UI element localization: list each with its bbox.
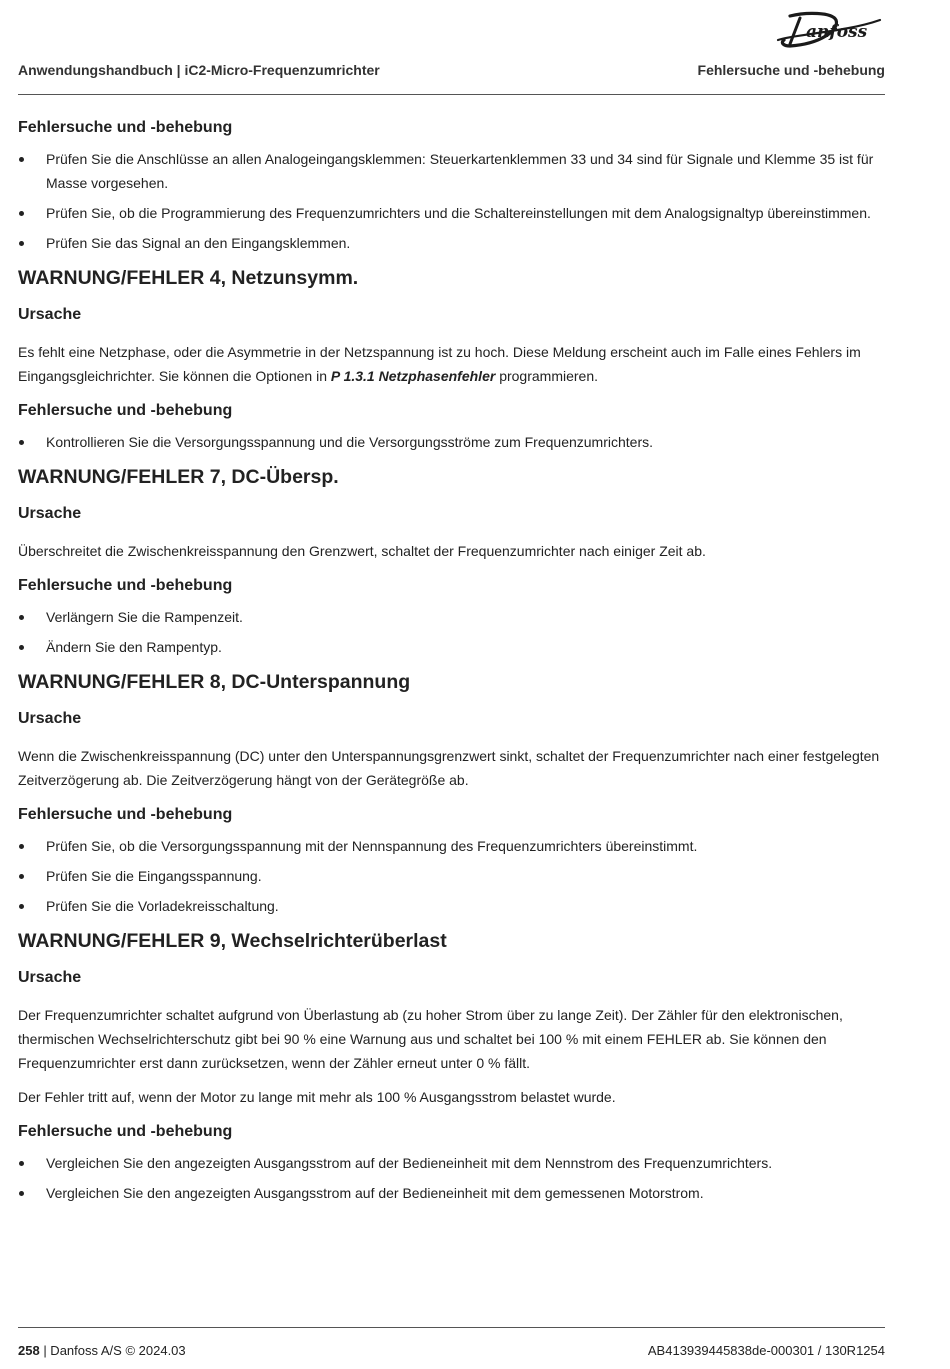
list-item: Ändern Sie den Rampentyp.: [18, 635, 885, 659]
footer-copyright: | Danfoss A/S © 2024.03: [39, 1343, 186, 1358]
cause-text-part: programmieren.: [495, 368, 599, 384]
cause-text: Überschreitet die Zwischenkreisspannung den Grenzwert, schaltet der Frequenzumrichter nach einiger Zeit ab.: [18, 543, 706, 559]
bullet-list: [18, 1151, 885, 1205]
page-number: 258: [18, 1343, 40, 1358]
troubleshooting-heading: Fehlersuche und -behebung: [18, 806, 233, 823]
cause-heading: Ursache: [18, 969, 82, 986]
page-content: [18, 118, 885, 1205]
warning-4-title: WARNUNG/FEHLER 4, Netzunsymm.: [18, 267, 359, 289]
bullet-list: [18, 834, 885, 918]
page-footer: [18, 1343, 885, 1361]
list-item: Vergleichen Sie den angezeigten Ausgangsstrom auf der Bedieneinheit mit dem Nennstrom des Frequenzumrichters.: [18, 1151, 885, 1175]
bullet-list: [18, 430, 885, 454]
troubleshooting-heading: Fehlersuche und -behebung: [18, 577, 233, 594]
list-item: Prüfen Sie die Anschlüsse an allen Analogeingangsklemmen: Steuerkartenklemmen 33 und 34 sind für Signale und Klemme 35 ist für Masse vorgesehen.: [18, 147, 885, 195]
warning-7-title: WARNUNG/FEHLER 7, DC-Übersp.: [18, 466, 339, 488]
troubleshooting-heading: Fehlersuche und -behebung: [18, 1123, 233, 1140]
warning-8-title: WARNUNG/FEHLER 8, DC-Unterspannung: [18, 671, 411, 693]
page-header: [18, 62, 885, 82]
cause-heading: Ursache: [18, 710, 82, 727]
danfoss-logo: [776, 10, 884, 50]
document-id: AB413939445838de-000301 / 130R1254: [647, 1343, 885, 1358]
list-item: Verlängern Sie die Rampenzeit.: [18, 605, 885, 629]
cause-text: [18, 340, 885, 388]
header-divider: [18, 94, 885, 95]
bullet-list: [18, 147, 885, 255]
cause-text-part: Es fehlt eine Netzphase, oder die Asymmetrie in der Netzspannung ist zu hoch. Diese Meldung erscheint auch im Falle eines Fehlers im Eingangsgleichrichter. Sie können die Optionen in: [18, 344, 861, 384]
svg-text:anfoss: anfoss: [806, 22, 868, 42]
bullet-list: [18, 605, 885, 659]
header-chapter-title: Fehlersuche und -behebung: [697, 62, 885, 78]
troubleshooting-heading: Fehlersuche und -behebung: [18, 119, 233, 136]
cause-text: Der Frequenzumrichter schaltet aufgrund von Überlastung ab (zu hoher Strom über zu lange Zeit). Der Zähler für den elektronischen, thermischen Wechselrichterschutz gibt bei 90 % eine Warnung aus und schaltet bei 100 % mit einem FEHLER ab. Sie können den Frequenzumrichter erst dann zurücksetzen, wenn der Zähler erneut unter 0 % fällt.: [18, 1007, 843, 1071]
header-document-title: Anwendungshandbuch | iC2-Micro-Frequenzumrichter: [18, 62, 380, 78]
footer-divider: [18, 1327, 885, 1328]
list-item: Kontrollieren Sie die Versorgungsspannung und die Versorgungsströme zum Frequenzumrichters.: [18, 430, 885, 454]
list-item: Prüfen Sie, ob die Versorgungsspannung mit der Nennspannung des Frequenzumrichters übereinstimmt.: [18, 834, 885, 858]
list-item: Prüfen Sie das Signal an den Eingangsklemmen.: [18, 231, 885, 255]
warning-9-title: WARNUNG/FEHLER 9, Wechselrichterüberlast: [18, 930, 447, 952]
cause-heading: Ursache: [18, 505, 82, 522]
cause-heading: Ursache: [18, 306, 82, 323]
parameter-reference: P 1.3.1 Netzphasenfehler: [330, 368, 496, 384]
list-item: Vergleichen Sie den angezeigten Ausgangsstrom auf der Bedieneinheit mit dem gemessenen Motorstrom.: [18, 1181, 885, 1205]
cause-text: Der Fehler tritt auf, wenn der Motor zu lange mit mehr als 100 % Ausgangsstrom belastet wurde.: [18, 1089, 616, 1105]
cause-text: Wenn die Zwischenkreisspannung (DC) unter den Unterspannungsgrenzwert sinkt, schaltet der Frequenzumrichter nach einer festgelegten Zeitverzögerung ab. Die Zeitverzögerung hängt von der Gerätegröße ab.: [18, 748, 880, 788]
troubleshooting-heading: Fehlersuche und -behebung: [18, 402, 233, 419]
list-item: Prüfen Sie die Vorladekreisschaltung.: [18, 894, 885, 918]
footer-left: [18, 1343, 186, 1358]
list-item: Prüfen Sie, ob die Programmierung des Frequenzumrichters und die Schaltereinstellungen mit dem Analogsignaltyp übereinstimmen.: [18, 201, 885, 225]
list-item: Prüfen Sie die Eingangsspannung.: [18, 864, 885, 888]
